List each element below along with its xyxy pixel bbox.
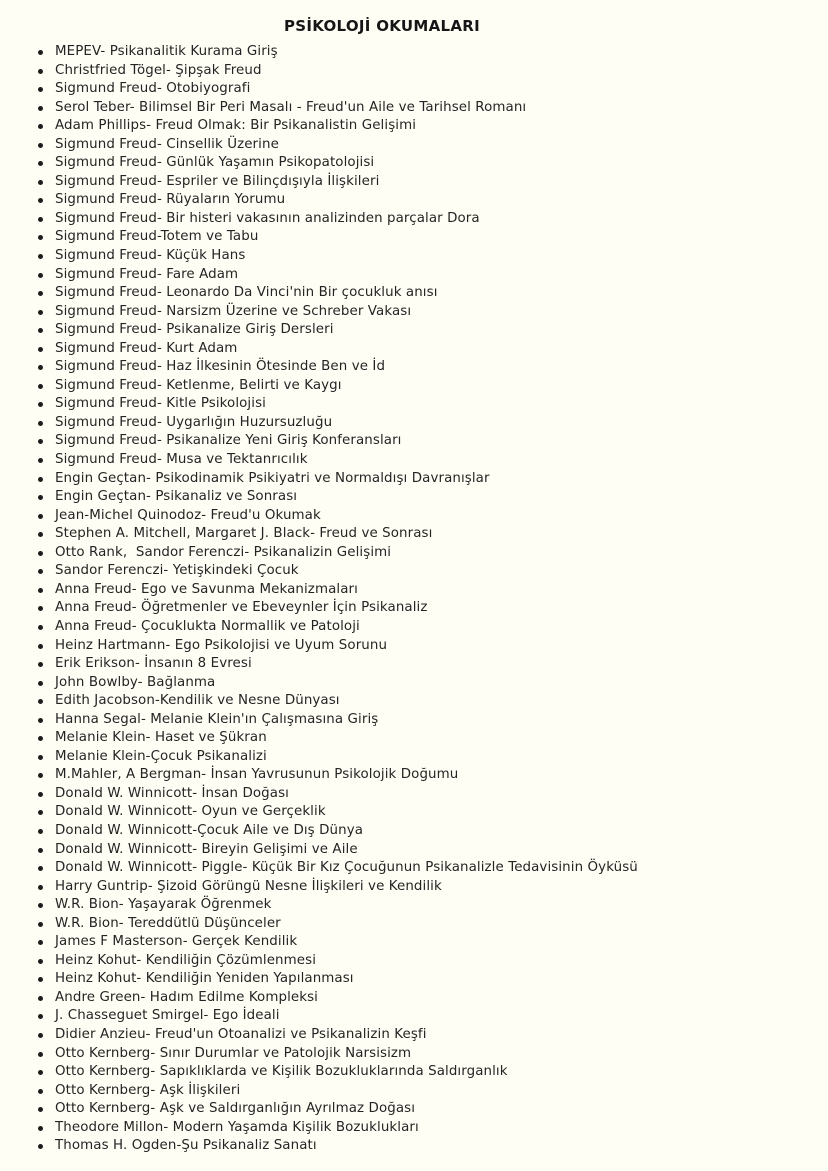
list-item — [38, 1007, 808, 1026]
bullet-icon — [38, 1052, 43, 1057]
list-item-text: Heinz Kohut- Kendiliğin Çözümlenmesi — [55, 952, 317, 968]
bullet-icon — [38, 1033, 43, 1038]
list-item — [38, 507, 808, 526]
list-item — [38, 210, 808, 229]
list-item — [38, 878, 808, 897]
page-title: PSİKOLOJİ OKUMALARI — [283, 17, 481, 35]
list-item-text: Donald W. Winnicott- Oyun ve Gerçeklik — [55, 804, 326, 820]
list-item — [38, 321, 808, 340]
list-item — [38, 228, 808, 247]
list-item-text: Sigmund Freud- Leonardo Da Vinci'nin Bir çocukluk anısı — [55, 285, 438, 301]
list-item — [38, 470, 808, 489]
bullet-icon — [38, 810, 43, 815]
list-item-text: Sigmund Freud- Rüyaların Yorumu — [55, 192, 286, 208]
list-item — [38, 692, 808, 711]
bullet-icon — [38, 198, 43, 203]
list-item-text: W.R. Bion- Yaşayarak Öğrenmek — [55, 897, 272, 913]
list-item-text: Serol Teber- Bilimsel Bir Peri Masalı - Freud'un Aile ve Tarihsel Romanı — [55, 99, 527, 115]
bullet-icon — [38, 1014, 43, 1019]
bullet-icon — [38, 495, 43, 500]
list-item — [38, 581, 808, 600]
bullet-icon — [38, 50, 43, 55]
list-item-text: Edith Jacobson-Kendilik ve Nesne Dünyası — [55, 693, 340, 709]
bullet-icon — [38, 402, 43, 407]
list-item-text: Engin Geçtan- Psikodinamik Psikiyatri ve Normaldışı Davranışlar — [55, 470, 490, 486]
list-item-text: Sigmund Freud- Musa ve Tektanrıcılık — [55, 452, 308, 468]
list-item-text: M.Mahler, A Bergman- İnsan Yavrusunun Psikolojik Doğumu — [55, 767, 459, 783]
bullet-icon — [38, 1126, 43, 1131]
list-item-text: Melanie Klein- Haset ve Şükran — [55, 730, 267, 746]
list-item-text: Heinz Hartmann- Ego Psikolojisi ve Uyum Sorunu — [55, 637, 388, 653]
bullet-icon — [38, 588, 43, 593]
list-item — [38, 1082, 808, 1101]
list-item — [38, 970, 808, 989]
list-item-text: Donald W. Winnicott-Çocuk Aile ve Dış Dünya — [55, 822, 364, 838]
list-item — [38, 432, 808, 451]
list-item — [38, 340, 808, 359]
bullet-icon — [38, 1089, 43, 1094]
list-item-text: Donald W. Winnicott- Piggle- Küçük Bir Kız Çocuğunun Psikanalizle Tedavisinin Öyküsü — [55, 860, 638, 876]
bullet-icon — [38, 1070, 43, 1075]
list-item — [38, 377, 808, 396]
list-item — [38, 80, 808, 99]
list-item — [38, 729, 808, 748]
bullet-icon — [38, 569, 43, 574]
bullet-icon — [38, 718, 43, 723]
bullet-icon — [38, 829, 43, 834]
list-item — [38, 284, 808, 303]
list-item-text: MEPEV- Psikanalitik Kurama Giriş — [55, 44, 278, 59]
bullet-icon — [38, 903, 43, 908]
list-item-text: Sigmund Freud- Psikanalize Giriş Dersleri — [55, 322, 334, 338]
list-item — [38, 451, 808, 470]
bullet-icon — [38, 439, 43, 444]
list-item-text: Sigmund Freud- Fare Adam — [55, 266, 239, 282]
list-item — [38, 841, 808, 860]
list-item — [38, 247, 808, 266]
list-item-text: J. Chasseguet Smirgel- Ego İdeali — [55, 1008, 280, 1024]
bullet-icon — [38, 124, 43, 129]
list-item-text: Sigmund Freud- Haz İlkesinin Ötesinde Ben ve İd — [55, 359, 386, 375]
bullet-icon — [38, 681, 43, 686]
list-item — [38, 99, 808, 118]
list-item — [38, 395, 808, 414]
list-item-text: James F Masterson- Gerçek Kendilik — [55, 934, 298, 950]
list-item — [38, 1100, 808, 1119]
list-item-text: Melanie Klein-Çocuk Psikanalizi — [55, 748, 267, 764]
bullet-icon — [38, 180, 43, 185]
list-item — [38, 488, 808, 507]
bullet-icon — [38, 458, 43, 463]
bullet-icon — [38, 625, 43, 630]
bullet-icon — [38, 235, 43, 240]
list-item-text: Otto Rank, Sandor Ferenczi- Psikanalizin Gelişimi — [55, 544, 392, 560]
bullet-icon — [38, 421, 43, 426]
list-item — [38, 136, 808, 155]
list-item — [38, 933, 808, 952]
bullet-icon — [38, 699, 43, 704]
bullet-icon — [38, 365, 43, 370]
bullet-icon — [38, 217, 43, 222]
list-item — [38, 915, 808, 934]
bullet-icon — [38, 736, 43, 741]
list-item — [38, 989, 808, 1008]
bullet-icon — [38, 143, 43, 148]
bullet-icon — [38, 792, 43, 797]
list-item-text: Hanna Segal- Melanie Klein'ın Çalışmasına Giriş — [55, 711, 379, 727]
list-item-text: Sigmund Freud- Uygarlığın Huzursuzluğu — [55, 414, 333, 430]
list-item-text: Anna Freud- Ego ve Savunma Mekanizmaları — [55, 581, 358, 597]
bullet-icon — [38, 848, 43, 853]
list-item-text: Sigmund Freud- Narsizm Üzerine ve Schreber Vakası — [55, 303, 412, 319]
list-item — [38, 655, 808, 674]
list-item-text: Theodore Millon- Modern Yaşamda Kişilik Bozuklukları — [55, 1119, 419, 1135]
bullet-icon — [38, 773, 43, 778]
bullet-icon — [38, 477, 43, 482]
list-item-text: Engin Geçtan- Psikanaliz ve Sonrası — [55, 489, 298, 505]
list-item — [38, 599, 808, 618]
bullet-icon — [38, 328, 43, 333]
list-item-text: Anna Freud- Öğretmenler ve Ebeveynler İçin Psikanaliz — [55, 600, 428, 616]
list-item-text: Sigmund Freud- Otobiyografi — [55, 81, 251, 97]
bullet-icon — [38, 662, 43, 667]
list-item-text: Sigmund Freud- Günlük Yaşamın Psikopatolojisi — [55, 155, 375, 171]
list-item — [38, 525, 808, 544]
list-item-text: Sigmund Freud-Totem ve Tabu — [55, 229, 259, 245]
list-item-text: Sigmund Freud- Psikanalize Yeni Giriş Konferansları — [55, 433, 402, 449]
list-item — [38, 62, 808, 81]
list-item-text: Sigmund Freud- Kitle Psikolojisi — [55, 396, 266, 412]
list-item-text: Sigmund Freud- Kurt Adam — [55, 340, 238, 356]
list-item — [38, 358, 808, 377]
bullet-icon — [38, 384, 43, 389]
list-item — [38, 43, 808, 62]
list-item-text: Otto Kernberg- Sapıklıklarda ve Kişilik Bozukluklarında Saldırganlık — [55, 1064, 508, 1080]
list-item — [38, 785, 808, 804]
list-item — [38, 191, 808, 210]
list-item-text: Donald W. Winnicott- Bireyin Gelişimi ve Aile — [55, 841, 358, 857]
list-item-text: Anna Freud- Çocuklukta Normallik ve Patoloji — [55, 618, 360, 634]
list-item-text: Sigmund Freud- Espriler ve Bilinçdışıyla İlişkileri — [55, 173, 380, 189]
reading-list — [38, 43, 808, 1156]
list-item-text: Otto Kernberg- Aşk ve Saldırganlığın Ayrılmaz Doğası — [55, 1101, 416, 1117]
bullet-icon — [38, 977, 43, 982]
list-item-text: Sigmund Freud- Küçük Hans — [55, 248, 246, 264]
bullet-icon — [38, 885, 43, 890]
list-item — [38, 711, 808, 730]
list-item-text: Andre Green- Hadım Edilme Kompleksi — [55, 989, 318, 1005]
list-item-text: Sigmund Freud- Ketlenme, Belirti ve Kaygı — [55, 377, 342, 393]
bullet-icon — [38, 866, 43, 871]
list-item-text: Thomas H. Ogden-Şu Psikanaliz Sanatı — [55, 1138, 317, 1154]
list-item-text: Jean-Michel Quinodoz- Freud'u Okumak — [55, 507, 321, 523]
list-item-text: Erik Erikson- İnsanın 8 Evresi — [55, 656, 252, 672]
list-item-text: Heinz Kohut- Kendiliğin Yeniden Yapılanması — [55, 971, 354, 987]
bullet-icon — [38, 940, 43, 945]
bullet-icon — [38, 996, 43, 1001]
list-item-text: Adam Phillips- Freud Olmak: Bir Psikanalistin Gelişimi — [55, 118, 417, 134]
bullet-icon — [38, 273, 43, 278]
bullet-icon — [38, 551, 43, 556]
list-item-text: Stephen A. Mitchell, Margaret J. Black- Freud ve Sonrası — [55, 526, 433, 542]
bullet-icon — [38, 644, 43, 649]
list-item — [38, 414, 808, 433]
list-item — [38, 562, 808, 581]
bullet-icon — [38, 959, 43, 964]
list-item-text: Otto Kernberg- Aşk İlişkileri — [55, 1082, 241, 1098]
list-item — [38, 154, 808, 173]
list-item-text: Harry Guntrip- Şizoid Görüngü Nesne İlişkileri ve Kendilik — [55, 878, 442, 894]
list-item — [38, 822, 808, 841]
bullet-icon — [38, 514, 43, 519]
list-item — [38, 952, 808, 971]
list-item-text: Sigmund Freud- Cinsellik Üzerine — [55, 136, 279, 152]
bullet-icon — [38, 347, 43, 352]
list-item — [38, 766, 808, 785]
list-item-text: Donald W. Winnicott- İnsan Doğası — [55, 785, 289, 801]
list-item — [38, 303, 808, 322]
list-item — [38, 1045, 808, 1064]
list-item — [38, 173, 808, 192]
list-item — [38, 1063, 808, 1082]
list-item — [38, 266, 808, 285]
bullet-icon — [38, 922, 43, 927]
bullet-icon — [38, 532, 43, 537]
list-item — [38, 748, 808, 767]
bullet-icon — [38, 291, 43, 296]
list-item-text: W.R. Bion- Tereddütlü Düşünceler — [55, 915, 281, 931]
list-item — [38, 618, 808, 637]
bullet-icon — [38, 1107, 43, 1112]
bullet-icon — [38, 87, 43, 92]
list-item — [38, 637, 808, 656]
list-item — [38, 1137, 808, 1156]
list-item — [38, 544, 808, 563]
list-item — [38, 1026, 808, 1045]
bullet-icon — [38, 106, 43, 111]
list-item — [38, 674, 808, 693]
list-item-text: Christfried Tögel- Şipşak Freud — [55, 62, 262, 78]
list-item-text: Didier Anzieu- Freud'un Otoanalizi ve Psikanalizin Keşfi — [55, 1026, 427, 1042]
bullet-icon — [38, 161, 43, 166]
list-item — [38, 117, 808, 136]
bullet-icon — [38, 69, 43, 74]
bullet-icon — [38, 606, 43, 611]
list-item-text: Sigmund Freud- Bir histeri vakasının analizinden parçalar Dora — [55, 210, 480, 226]
bullet-icon — [38, 254, 43, 259]
bullet-icon — [38, 1144, 43, 1149]
list-item-text: Otto Kernberg- Sınır Durumlar ve Patolojik Narsisizm — [55, 1045, 412, 1061]
list-item-text: Sandor Ferenczi- Yetişkindeki Çocuk — [55, 563, 299, 579]
bullet-icon — [38, 310, 43, 315]
list-item — [38, 1119, 808, 1138]
list-item — [38, 896, 808, 915]
list-item — [38, 859, 808, 878]
list-item — [38, 803, 808, 822]
bullet-icon — [38, 755, 43, 760]
list-item-text: John Bowlby- Bağlanma — [55, 674, 216, 690]
